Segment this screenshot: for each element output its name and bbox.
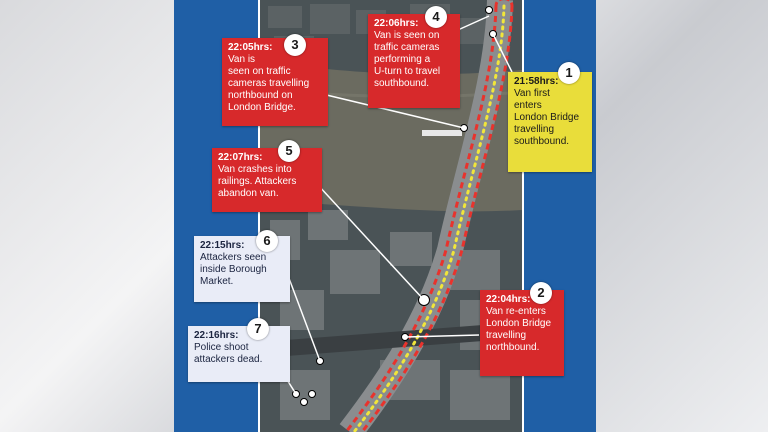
event-number-7: 7 (247, 318, 269, 340)
event-card-5 (212, 148, 322, 212)
leader-2 (406, 335, 479, 337)
event-number-6: 6 (256, 230, 278, 252)
event-number-1: 1 (558, 62, 580, 84)
event-time: 21:58hrs: (514, 76, 559, 87)
event-number-2: 2 (530, 282, 552, 304)
event-number-3: 3 (284, 34, 306, 56)
event-card-1 (508, 72, 592, 172)
event-card-2 (480, 290, 564, 376)
event-time: 22:15hrs: (200, 240, 245, 251)
event-card-7 (188, 326, 290, 382)
event-description: Van is seen on traffic cameras performing a U-turn to travel southbound. (374, 30, 441, 89)
event-description: Van crashes into railings. Attackers abandon van. (218, 164, 297, 199)
event-description: Van first enters London Bridge travelling southbound. (514, 88, 580, 147)
event-time: 22:05hrs: (228, 42, 273, 53)
event-description: Van is seen on traffic cameras travelling northbound on London Bridge. (228, 54, 310, 113)
event-card-3 (222, 38, 328, 126)
event-time: 22:06hrs: (374, 18, 419, 29)
event-time: 22:07hrs: (218, 152, 263, 163)
event-description: Attackers seen inside Borough Market. (200, 252, 267, 287)
event-time: 22:16hrs: (194, 330, 239, 341)
leader-5 (306, 172, 424, 300)
event-number-4: 4 (425, 6, 447, 28)
event-time: 22:04hrs: (486, 294, 531, 305)
map-panel (174, 0, 596, 432)
event-number-5: 5 (278, 140, 300, 162)
event-description: Van re-enters London Bridge travelling northbound. (486, 306, 552, 353)
leader-1 (493, 34, 512, 72)
event-card-4 (368, 14, 460, 108)
event-description: Police shoot attackers dead. (194, 342, 263, 365)
